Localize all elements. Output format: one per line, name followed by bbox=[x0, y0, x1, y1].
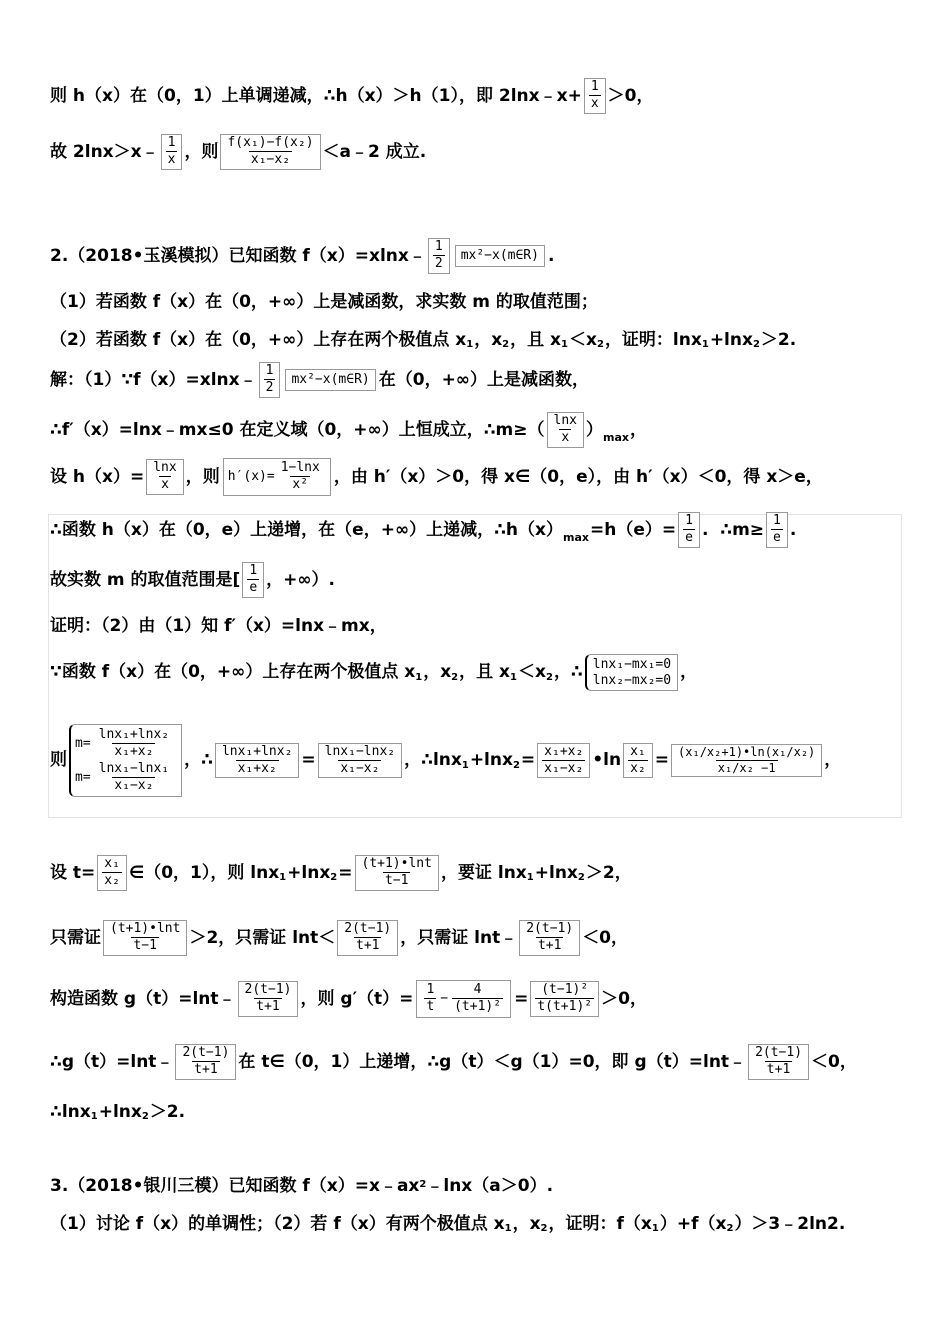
subscript: 2 bbox=[451, 671, 459, 683]
text: 则 h（x）在（0，1）上单调递减，∴h（x）＞h（1），即 2lnx﹣x+ bbox=[50, 85, 582, 106]
line-9 bbox=[50, 512, 796, 548]
line-8 bbox=[50, 458, 823, 496]
fraction: f(x₁)−f(x₂) x₁−x₂ bbox=[220, 134, 320, 170]
text: ，由 h′（x）＞0，得 x∈（0，e），由 h′（x）＜0，得 x＞e， bbox=[333, 466, 823, 487]
formula-box bbox=[223, 458, 331, 496]
subscript: 2 bbox=[512, 759, 520, 771]
text: 只需证 bbox=[50, 927, 101, 948]
system-row bbox=[75, 727, 177, 761]
fraction: $\frac{4}{\text{(t+1)²}}$ bbox=[448, 982, 507, 1016]
fraction: $\frac{\text{lnx₁+lnx₂}}{\text{x₁+x₂}}$ bbox=[93, 727, 175, 761]
line-6 bbox=[50, 362, 589, 398]
line-18 bbox=[50, 1102, 185, 1122]
subscript: 1 bbox=[466, 339, 474, 351]
text: ，∴ bbox=[184, 750, 213, 771]
line-7 bbox=[50, 412, 647, 448]
text: ＞2. bbox=[760, 330, 797, 350]
subscript: 1 bbox=[651, 1223, 659, 1235]
text: ，∴ bbox=[553, 662, 583, 683]
text: （2）若函数 f（x）在（0，+∞）上存在两个极值点 x bbox=[50, 330, 467, 350]
formula-box: mx²−x(m∈R) bbox=[455, 245, 545, 267]
subscript: 2 bbox=[502, 339, 510, 351]
line-5 bbox=[50, 330, 796, 350]
subscript: 1 bbox=[701, 339, 709, 351]
text: •ln bbox=[592, 750, 622, 771]
text: =h（e）= bbox=[590, 519, 677, 540]
text: 设 h（x）= bbox=[50, 466, 145, 487]
fraction: $\frac{1}{x}$ bbox=[584, 78, 606, 114]
fraction: 2(t−1) t+1 bbox=[175, 1044, 236, 1080]
fraction: 1 e bbox=[242, 562, 264, 598]
text: 构造函数 g（t）=lnt﹣ bbox=[50, 988, 236, 1009]
text: ＞0， bbox=[601, 988, 647, 1009]
text: ＜x bbox=[569, 330, 597, 350]
line-1 bbox=[50, 78, 654, 114]
text: = bbox=[514, 988, 529, 1009]
fraction: 1 t bbox=[420, 982, 440, 1016]
subscript: 1 bbox=[510, 671, 517, 683]
subscript: 1 bbox=[461, 759, 469, 771]
text: = bbox=[338, 862, 353, 883]
text: 证明：（2）由（1）知 f′（x）=lnx﹣mx， bbox=[50, 616, 387, 636]
fraction: $\frac{\text{x₁}}{\text{x₂}}$ bbox=[97, 855, 127, 891]
fraction: $\frac{\text{lnx₁−lnx₂}}{\text{x₁−x₂}}$ bbox=[318, 743, 402, 779]
text: ）+f（x bbox=[659, 1214, 727, 1234]
text: ＜0， bbox=[582, 927, 629, 948]
fraction: 1 x bbox=[161, 134, 183, 170]
text: ，证明：f（x bbox=[548, 1214, 652, 1234]
line-4 bbox=[50, 292, 598, 312]
text: ，∴lnx bbox=[404, 750, 462, 771]
text: ＜x bbox=[518, 662, 546, 683]
text: ，且 x bbox=[459, 662, 511, 683]
fraction: 2(t−1) t+1 bbox=[238, 981, 299, 1017]
text: ） bbox=[586, 419, 603, 440]
fraction: $\frac{\text{lnx₁−lnx₁}}{\text{x₁−x₂}}$ bbox=[93, 761, 175, 795]
subscript: 1 bbox=[504, 1223, 512, 1235]
text: ，x bbox=[512, 1214, 541, 1234]
formula-box bbox=[416, 980, 511, 1018]
text: ∴lnx bbox=[50, 1102, 91, 1122]
text: 在（0，+∞）上是减函数， bbox=[378, 369, 589, 390]
text: ，则 bbox=[184, 141, 219, 162]
text: （1）若函数 f（x）在（0，+∞）上是减函数，求实数 m 的取值范围； bbox=[50, 292, 598, 312]
subscript: 1 bbox=[90, 1111, 98, 1123]
text: ∴函数 h（x）在（0，e）上递增，在（e，+∞）上递减，∴h（x） bbox=[50, 519, 564, 540]
line-16 bbox=[50, 980, 647, 1018]
text: ，要证 lnx bbox=[440, 862, 527, 883]
fraction: 2(t−1) t+1 bbox=[748, 1044, 809, 1080]
text: （1）讨论 f（x）的单调性；（2）若 f（x）有两个极值点 x bbox=[50, 1214, 505, 1234]
fraction: 1 2 bbox=[259, 362, 281, 398]
text: ， bbox=[824, 750, 842, 771]
subscript: 1 bbox=[526, 871, 534, 883]
fraction: 2(t−1) t+1 bbox=[337, 920, 398, 956]
line-20 bbox=[50, 1214, 845, 1234]
subscript: max bbox=[563, 531, 589, 545]
superscript: 2 bbox=[419, 1179, 427, 1191]
line-2 bbox=[50, 134, 426, 170]
subscript: max bbox=[603, 431, 629, 445]
text: − bbox=[440, 991, 449, 1006]
text: 在 t∈（0，1）上递增，∴g（t）＜g（1）=0，即 g（t）=lnt﹣ bbox=[238, 1051, 747, 1072]
text: ，证明：lnx bbox=[604, 330, 702, 350]
text: ， bbox=[680, 662, 698, 683]
subscript: 1 bbox=[415, 671, 423, 683]
text: = bbox=[520, 750, 536, 771]
equation-system bbox=[585, 654, 678, 691]
system-row bbox=[75, 761, 177, 795]
subscript: 2 bbox=[726, 1223, 734, 1235]
text: ＜0， bbox=[811, 1051, 857, 1072]
text: 解：（1）∵f（x）=xlnx﹣ bbox=[50, 369, 257, 390]
text: 设 t= bbox=[50, 862, 96, 883]
subscript: 2 bbox=[540, 1223, 548, 1235]
text: ，则 bbox=[185, 466, 220, 487]
text: = bbox=[654, 750, 670, 771]
line-14 bbox=[50, 855, 632, 891]
text: ， bbox=[629, 419, 647, 440]
fraction: $\frac{1}{e}$ bbox=[766, 512, 788, 548]
text: ，则 g′（t）= bbox=[300, 988, 414, 1009]
fraction: $\frac{\text{x₁+x₂}}{\text{x₁−x₂}}$ bbox=[537, 743, 590, 779]
text: +lnx bbox=[287, 862, 331, 883]
fraction: $\frac{\text{(t−1)²}}{\text{t(t+1)²}}$ bbox=[530, 981, 599, 1017]
fraction: 1 2 bbox=[428, 238, 450, 274]
text: +lnx bbox=[534, 862, 578, 883]
line-15 bbox=[50, 920, 628, 956]
fraction: $\frac{(t+1)•\ln t}{t-1}$ bbox=[355, 855, 439, 891]
equation: lnx₂−mx₂=0 bbox=[592, 672, 672, 688]
text: ＜a﹣2 成立. bbox=[322, 141, 427, 162]
problem-2-heading bbox=[50, 238, 554, 274]
fraction: $\frac{\ln x}{x}$ bbox=[146, 459, 183, 495]
text: ∴f′（x）=lnx﹣mx≤0 在定义域（0，+∞）上恒成立，∴m≥（ bbox=[50, 419, 545, 440]
text: 3.（2018•银川三模）已知函数 f（x）=x﹣ax bbox=[50, 1176, 420, 1196]
text: 则 bbox=[50, 750, 67, 771]
text: ﹣lnx（a＞0）. bbox=[426, 1176, 554, 1196]
problem-3-heading bbox=[50, 1176, 553, 1196]
text: +lnx bbox=[709, 330, 753, 350]
fraction: $\frac{\text{(x₁/x₂+1)•ln(x₁/x₂)}}{\text{x₁/x₂ −1}}$ bbox=[671, 744, 822, 777]
subscript: 2 bbox=[577, 871, 585, 883]
text: ，+∞）. bbox=[266, 569, 336, 590]
text: ，x bbox=[474, 330, 503, 350]
text: 故实数 m 的取值范围是[ bbox=[50, 569, 241, 590]
text: . bbox=[547, 245, 555, 266]
fraction: 2(t−1) t+1 bbox=[519, 920, 580, 956]
equation: lnx₁−mx₁=0 bbox=[592, 657, 672, 672]
subscript: 1 bbox=[561, 339, 568, 351]
text: ）＞3﹣2ln2. bbox=[734, 1214, 846, 1234]
subscript: 2 bbox=[141, 1111, 149, 1123]
text: 故 2lnx＞x﹣ bbox=[50, 141, 159, 162]
text: = bbox=[301, 750, 316, 771]
text: 2.（2018•玉溪模拟）已知函数 f（x）=xlnx﹣ bbox=[50, 245, 426, 266]
text: ，只需证 lnt﹣ bbox=[400, 927, 518, 948]
equation-system bbox=[69, 724, 182, 797]
text: ＞2，只需证 lnt＜ bbox=[189, 927, 336, 948]
text: . ∴m≥ bbox=[701, 519, 765, 540]
text: ＞2. bbox=[149, 1102, 186, 1122]
fraction: $\frac{\text{x₁}}{\text{x₂}}$ bbox=[623, 743, 653, 779]
text: h′(x)= bbox=[227, 469, 275, 484]
line-13 bbox=[50, 724, 841, 797]
subscript: 2 bbox=[752, 339, 760, 351]
text: ∴g（t）=lnt﹣ bbox=[50, 1051, 174, 1072]
fraction: lnx x bbox=[547, 412, 584, 448]
text: ∵函数 f（x）在（0，+∞）上存在两个极值点 x bbox=[50, 662, 416, 683]
text: ∈（0，1），则 lnx bbox=[128, 862, 280, 883]
formula-box: mx²−x(m∈R) bbox=[285, 369, 375, 391]
text: m= bbox=[75, 769, 91, 785]
line-10 bbox=[50, 562, 335, 598]
subscript: 2 bbox=[596, 339, 604, 351]
text: ，x bbox=[423, 662, 452, 683]
fraction: $\frac{\text{lnx₁+lnx₂}}{\text{x₁+x₂}}$ bbox=[215, 743, 299, 779]
text: +lnx bbox=[98, 1102, 142, 1122]
text: +lnx bbox=[469, 750, 513, 771]
text: m= bbox=[75, 736, 91, 751]
subscript: 2 bbox=[545, 671, 553, 683]
fraction: $\frac{1-\ln x}{\text{x²}}$ bbox=[275, 460, 326, 494]
text: ，且 x bbox=[510, 330, 562, 350]
text: ＞2， bbox=[585, 862, 632, 883]
text: . bbox=[789, 519, 797, 540]
subscript: 2 bbox=[330, 871, 338, 883]
subscript: 1 bbox=[279, 871, 287, 883]
fraction: (t+1)•lnt t−1 bbox=[103, 920, 187, 956]
line-11 bbox=[50, 616, 387, 636]
fraction: $\frac{1}{e}$ bbox=[678, 512, 700, 548]
line-17 bbox=[50, 1044, 857, 1080]
line-12 bbox=[50, 654, 697, 691]
text: ＞0， bbox=[607, 85, 654, 106]
